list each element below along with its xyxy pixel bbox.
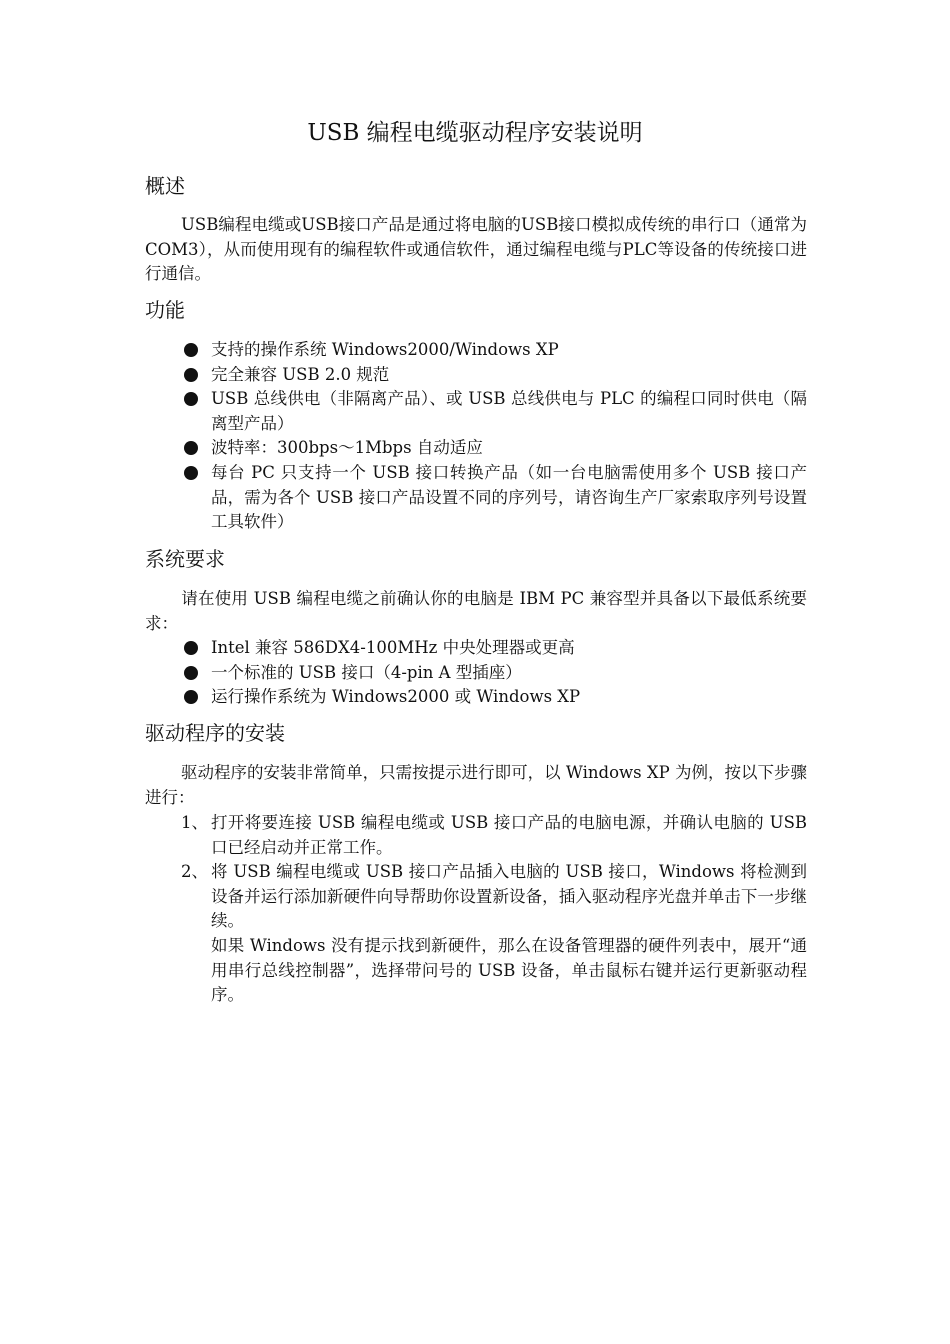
bullet-icon	[184, 392, 198, 406]
feature-text: 完全兼容 USB 2.0 规范	[211, 364, 390, 384]
list-item	[145, 685, 807, 710]
list-item	[145, 363, 807, 388]
list-item	[145, 661, 807, 686]
bullet-icon	[184, 466, 198, 480]
step-text: 将 USB 编程电缆或 USB 接口产品插入电脑的 USB 接口，Windows 将检测到设备并运行添加新硬件向导帮助你设置新设备，插入驱动程序光盘并单击下一步继续。	[211, 862, 807, 931]
list-item	[145, 860, 807, 1008]
step-text: 打开将要连接 USB 编程电缆或 USB 接口产品的电脑电源，并确认电脑的 USB 口已经启动并正常工作。	[211, 813, 807, 857]
feature-text: USB 总线供电（非隔离产品）、或 USB 总线供电与 PLC 的编程口同时供电（隔离型产品）	[211, 389, 807, 433]
overview-paragraph	[145, 213, 807, 287]
install-steps	[145, 811, 807, 1008]
step-number: 2、	[181, 862, 208, 882]
step-number: 1、	[181, 813, 208, 832]
requirements-intro: 请在使用 USB 编程电缆之前确认你的电脑是 IBM PC 兼容型并具备以下最低系统要求：	[145, 589, 807, 633]
requirements-heading: 系统要求	[145, 547, 225, 571]
document-title: USB 编程电缆驱动程序安装说明	[307, 120, 643, 146]
requirements-list	[145, 636, 807, 710]
feature-text: 支持的操作系统 Windows2000/Windows XP	[211, 340, 559, 359]
install-paragraph	[145, 761, 807, 810]
bullet-icon	[184, 441, 198, 455]
feature-text: 波特率：300bps～1Mbps 自动适应	[211, 438, 483, 458]
features-heading: 功能	[145, 298, 185, 322]
list-item	[145, 338, 807, 363]
bullet-icon	[184, 666, 198, 680]
overview-heading: 概述	[145, 174, 185, 198]
features-list	[145, 338, 807, 535]
requirement-text: 运行操作系统为 Windows2000 或 Windows XP	[211, 687, 581, 707]
requirement-text: 一个标准的 USB 接口（4-pin A 型插座）	[211, 662, 522, 682]
install-heading: 驱动程序的安装	[145, 721, 285, 745]
overview-text: USB编程电缆或USB接口产品是通过将电脑的USB接口模拟成传统的串行口（通常为COM3），从而使用现有的编程软件或通信软件，通过编程电缆与PLC等设备的传统接口进行通信。	[145, 215, 807, 284]
bullet-icon	[184, 343, 198, 357]
step-note: 如果 Windows 没有提示找到新硬件，那么在设备管理器的硬件列表中，展开“通用串行总线控制器”，选择带问号的 USB 设备，单击鼠标右键并运行更新驱动程序。	[211, 935, 807, 1005]
list-item	[145, 636, 807, 661]
list-item	[145, 387, 807, 436]
install-intro: 驱动程序的安装非常简单，只需按提示进行即可，以 Windows XP 为例，按以下步骤进行：	[145, 763, 807, 807]
bullet-icon	[184, 641, 198, 655]
list-item	[145, 436, 807, 461]
list-item	[145, 811, 807, 860]
bullet-icon	[184, 690, 198, 704]
requirements-paragraph	[145, 587, 807, 636]
requirement-text: Intel 兼容 586DX4-100MHz 中央处理器或更高	[211, 638, 575, 657]
feature-text: 每台 PC 只支持一个 USB 接口转换产品（如一台电脑需使用多个 USB 接口产品，需为各个 USB 接口产品设置不同的序列号，请咨询生产厂家索取序列号设置工具软件）	[211, 462, 807, 532]
bullet-icon	[184, 368, 198, 382]
list-item	[145, 461, 807, 535]
